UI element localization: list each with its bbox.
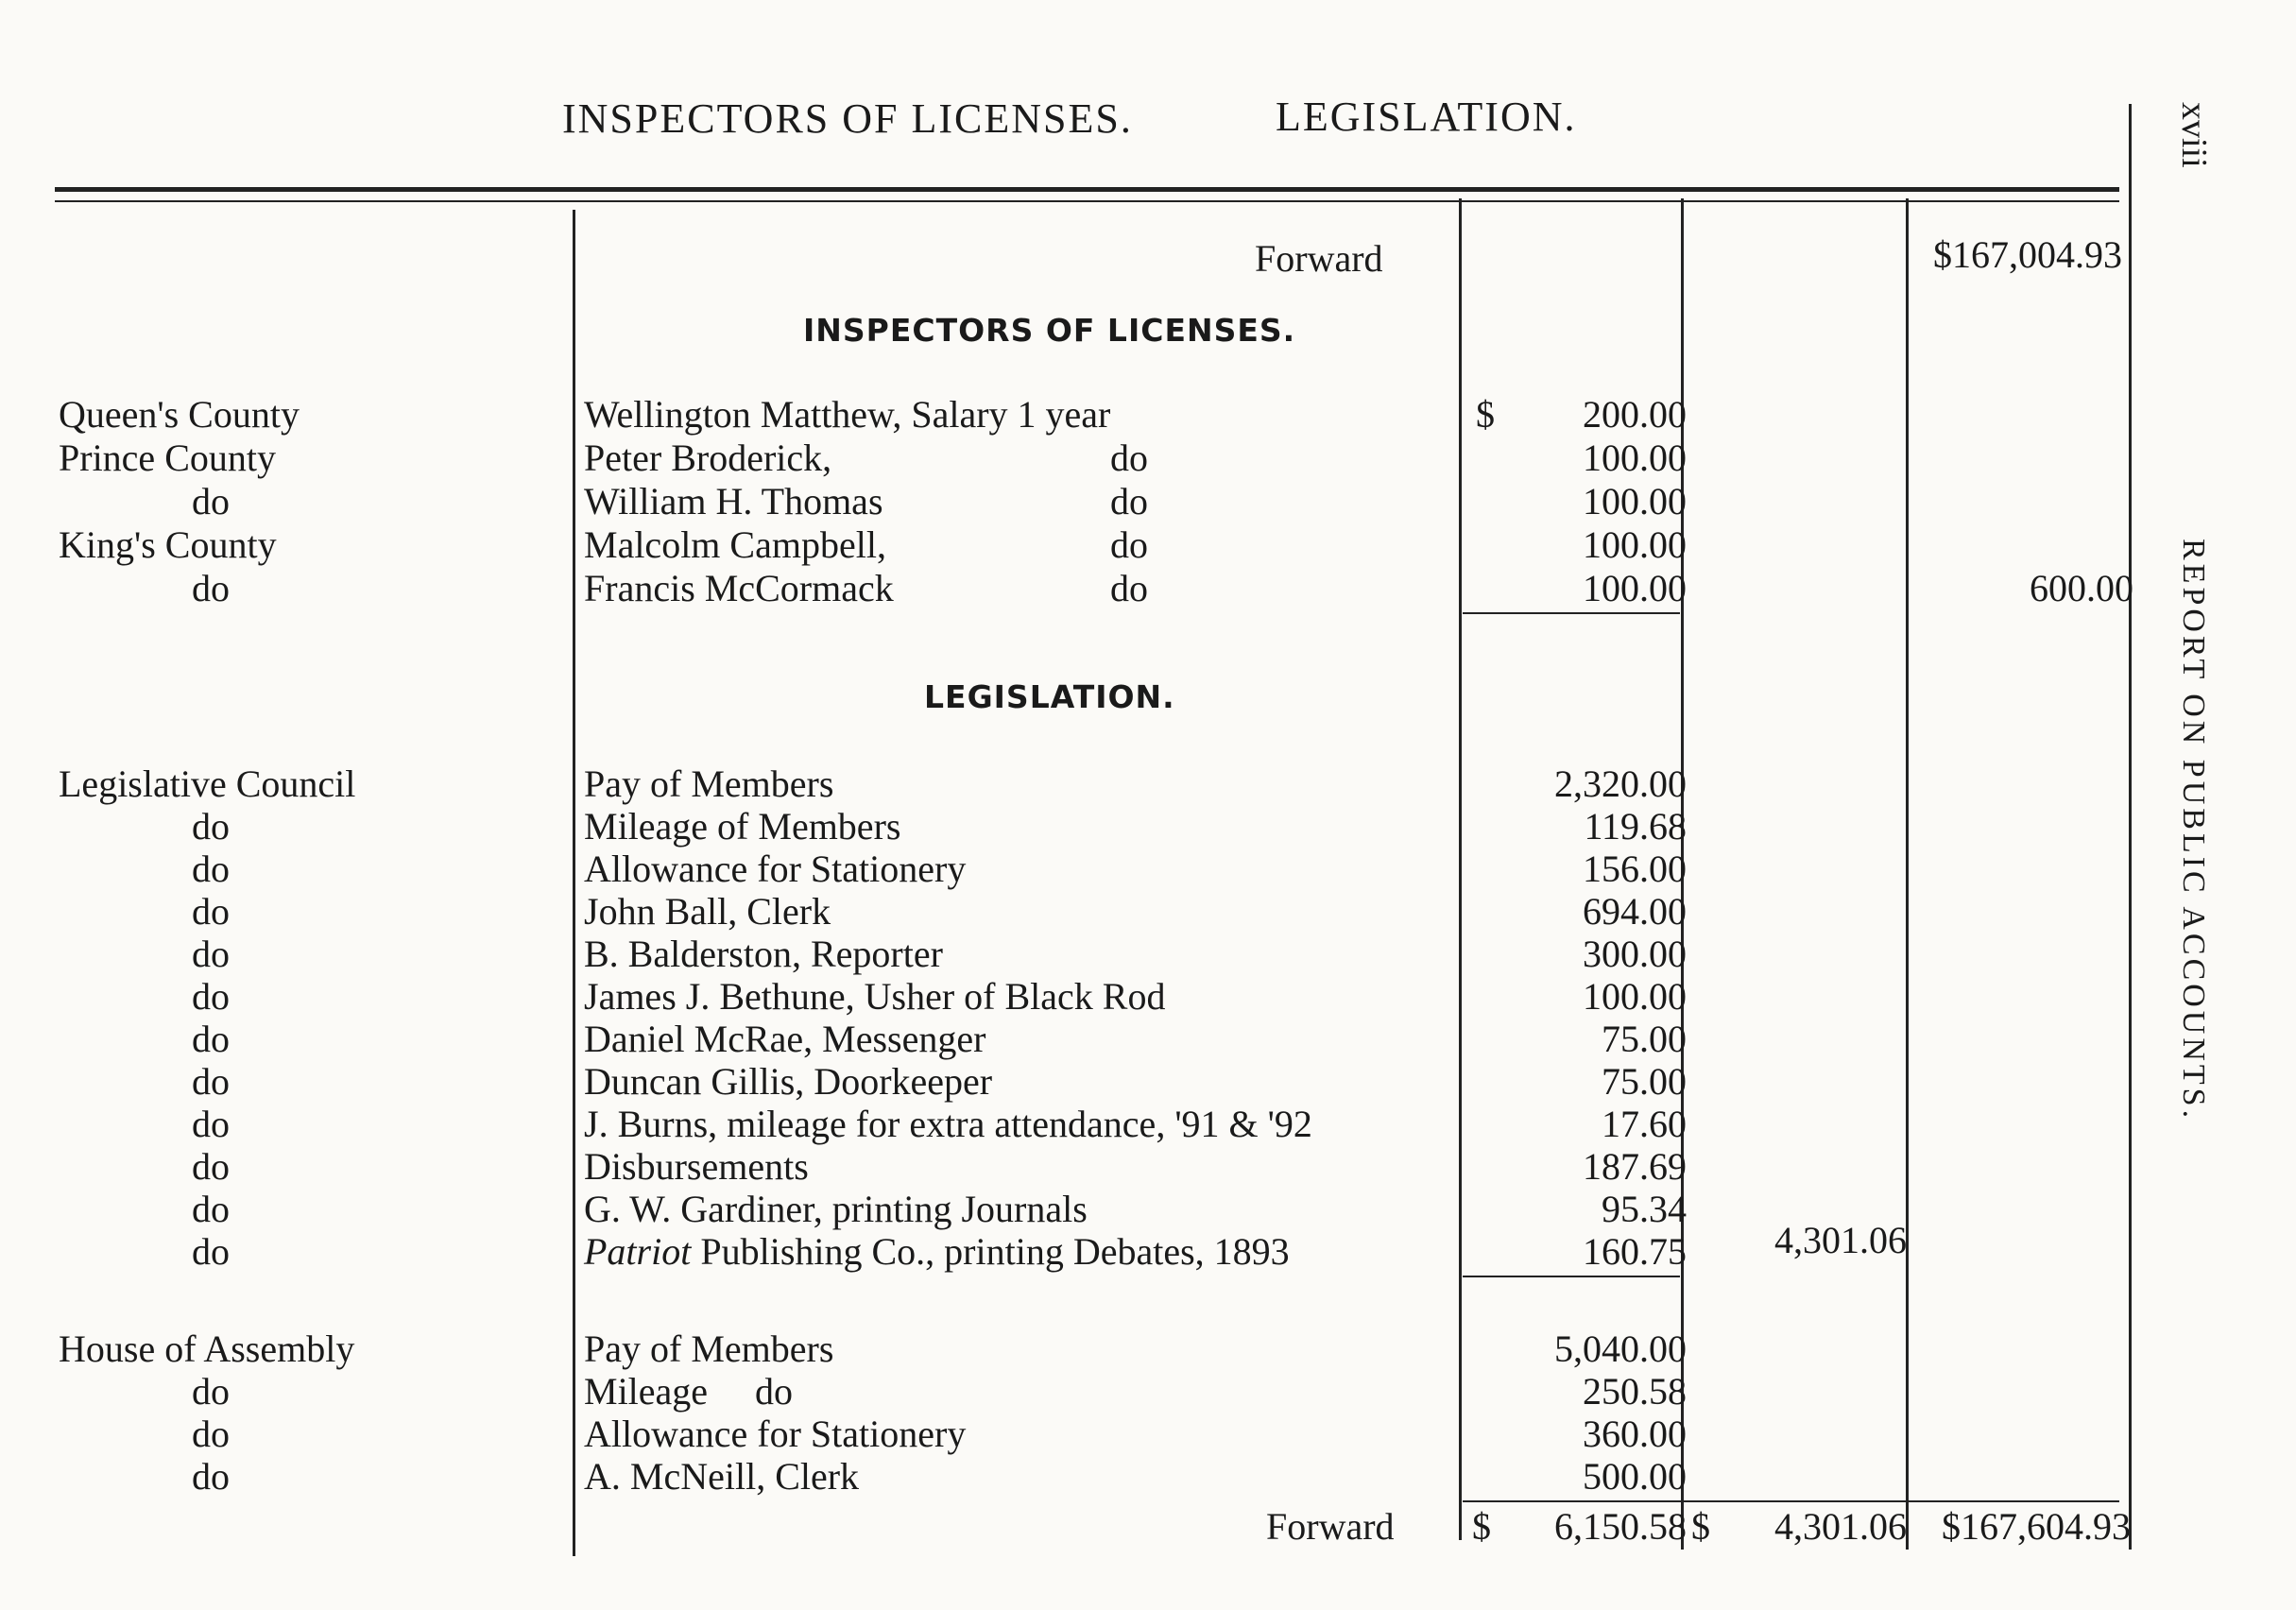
- page-number: xviii: [2174, 102, 2214, 168]
- row-place: do: [192, 1018, 230, 1060]
- row-amount: 75.00: [1602, 1060, 1687, 1103]
- row-place: King's County: [59, 523, 277, 566]
- section-heading-legislation: LEGISLATION.: [924, 678, 1175, 715]
- row-item-rest: Publishing Co., printing Debates, 1893: [691, 1230, 1290, 1273]
- row-item: Mileage of Members: [584, 805, 901, 848]
- row-item: Allowance for Stationery: [584, 1413, 967, 1455]
- forward-label-bottom: Forward: [1266, 1505, 1395, 1548]
- row-amount: 300.00: [1583, 933, 1687, 975]
- row-name: William H. Thomas: [584, 480, 883, 522]
- row-amount: 694.00: [1583, 890, 1687, 933]
- row-amount: 100.00: [1583, 975, 1687, 1018]
- row-amount: 156.00: [1583, 848, 1687, 890]
- row-item: Daniel McRae, Messenger: [584, 1018, 986, 1060]
- row-name: Malcolm Campbell,: [584, 523, 886, 566]
- row-place: do: [192, 1413, 230, 1455]
- table-row: [0, 974, 2296, 1017]
- council-total: 4,301.06: [1774, 1219, 1907, 1261]
- row-place: Prince County: [59, 437, 276, 479]
- table-row: [0, 1219, 2296, 1273]
- forward-col1: 6,150.58: [1554, 1505, 1687, 1548]
- row-amount: 200.00: [1583, 393, 1687, 436]
- row-item: J. Burns, mileage for extra attendance, '91 & '92: [584, 1103, 1312, 1145]
- row-place: do: [192, 975, 230, 1018]
- table-row: [0, 479, 2296, 522]
- table-row: [0, 932, 2296, 974]
- row-amount: 360.00: [1583, 1413, 1687, 1455]
- table-row: [0, 1327, 2296, 1369]
- row-item: Pay of Members: [584, 762, 834, 805]
- row-item: G. W. Gardiner, printing Journals: [584, 1188, 1088, 1230]
- row-amount: 500.00: [1583, 1455, 1687, 1498]
- row-do: do: [1110, 523, 1148, 566]
- row-place: do: [192, 1145, 230, 1188]
- row-item: Allowance for Stationery: [584, 848, 967, 890]
- row-place: do: [192, 933, 230, 975]
- table-row: [0, 1017, 2296, 1059]
- section-heading-inspectors: INSPECTORS OF LICENSES.: [803, 312, 1296, 349]
- row-item: John Ball, Clerk: [584, 890, 831, 933]
- forward-col3: $167,604.93: [1942, 1505, 2131, 1548]
- row-item: Duncan Gillis, Doorkeeper: [584, 1060, 993, 1103]
- header-rule-thick: [55, 187, 2119, 192]
- council-subtotal-rule: [1463, 1276, 1680, 1277]
- row-place: do: [192, 480, 230, 522]
- row-name: Francis McCormack: [584, 567, 894, 609]
- table-row: [0, 1187, 2296, 1229]
- row-place: House of Assembly: [59, 1327, 355, 1370]
- row-item: A. McNeill, Clerk: [584, 1455, 860, 1498]
- table-row: [0, 847, 2296, 889]
- table-row: [0, 889, 2296, 932]
- dollar-sign: $: [1472, 1505, 1491, 1548]
- side-title: REPORT ON PUBLIC ACCOUNTS.: [2176, 539, 2211, 1122]
- row-name: Wellington Matthew, Salary 1 year: [584, 393, 1111, 436]
- row-place: do: [192, 1188, 230, 1230]
- header-title-legislation: LEGISLATION.: [1276, 94, 1577, 140]
- table-row: [0, 1144, 2296, 1187]
- row-item: Disbursements: [584, 1145, 809, 1188]
- table-row: [0, 1059, 2296, 1102]
- table-row: [0, 1102, 2296, 1144]
- row-item: B. Balderston, Reporter: [584, 933, 943, 975]
- forward-bottom-rule: [1463, 1500, 2119, 1502]
- row-amount: 95.34: [1602, 1188, 1687, 1230]
- table-row: [0, 1412, 2296, 1454]
- row-place: do: [192, 1060, 230, 1103]
- row-place: do: [192, 1370, 230, 1413]
- row-amount: 17.60: [1602, 1103, 1687, 1145]
- row-amount: 100.00: [1583, 567, 1687, 609]
- table-row: [0, 1454, 2296, 1497]
- row-do: do: [1110, 480, 1148, 522]
- row-name: Peter Broderick,: [584, 437, 832, 479]
- table-row: [0, 436, 2296, 478]
- inspectors-subtotal-rule: [1463, 612, 1680, 614]
- row-amount: 5,040.00: [1554, 1327, 1687, 1370]
- row-amount: 187.69: [1583, 1145, 1687, 1188]
- row-place: do: [192, 1455, 230, 1498]
- forward-label-top: Forward: [1255, 237, 1383, 280]
- row-place: do: [192, 890, 230, 933]
- forward-total-top: $167,004.93: [1933, 233, 2122, 276]
- table-row: [0, 392, 2296, 435]
- row-amount: 100.00: [1583, 437, 1687, 479]
- row-do: do: [1110, 567, 1148, 609]
- row-place: do: [192, 805, 230, 848]
- row-place: do: [192, 1103, 230, 1145]
- row-do: do: [1110, 437, 1148, 479]
- dollar-sign: $: [1476, 393, 1495, 436]
- table-row: [0, 804, 2296, 847]
- table-row: [0, 1369, 2296, 1412]
- row-place: do: [192, 567, 230, 609]
- forward-col2: 4,301.06: [1774, 1505, 1907, 1548]
- row-item-italic: Patriot: [584, 1230, 692, 1273]
- row-amount: 160.75: [1583, 1230, 1687, 1273]
- row-item: [584, 1229, 1290, 1274]
- header-title-inspectors: INSPECTORS OF LICENSES.: [562, 95, 1133, 142]
- row-amount: 119.68: [1584, 805, 1687, 848]
- dollar-sign: $: [1691, 1505, 1710, 1548]
- row-amount: 100.00: [1583, 480, 1687, 522]
- row-item: James J. Bethune, Usher of Black Rod: [584, 975, 1166, 1018]
- row-amount: 2,320.00: [1554, 762, 1687, 805]
- forward-row-bottom: [0, 1504, 2296, 1547]
- row-amount: 75.00: [1602, 1018, 1687, 1060]
- table-row: [0, 522, 2296, 565]
- row-place: do: [192, 1230, 230, 1273]
- row-item: Pay of Members: [584, 1327, 834, 1370]
- row-place: Queen's County: [59, 393, 300, 436]
- inspectors-total: 600.00: [2030, 567, 2133, 609]
- row-place: do: [192, 848, 230, 890]
- row-item: Mileage do: [584, 1370, 794, 1413]
- table-row: [0, 762, 2296, 804]
- row-amount: 250.58: [1583, 1370, 1687, 1413]
- table-row: [0, 566, 2296, 608]
- row-amount: 100.00: [1583, 523, 1687, 566]
- header-rule-thin: [55, 200, 2119, 202]
- row-place: Legislative Council: [59, 762, 356, 805]
